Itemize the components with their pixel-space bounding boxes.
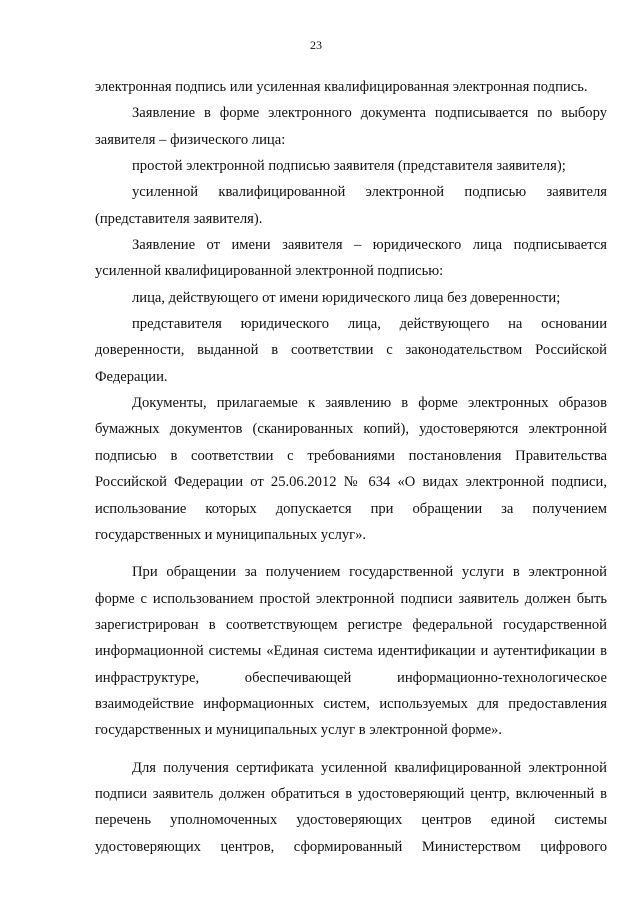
paragraph: Заявление от имени заявителя – юридического лица подписывается усиленной квалифицированной электронной подписью: <box>95 237 607 280</box>
paragraph: лица, действующего от имени юридического лица без доверенности; <box>132 289 561 306</box>
paragraph: Заявление в форме электронного документа подписывается по выбору заявителя – физического лица: <box>95 105 607 148</box>
paragraph: Документы, прилагаемые к заявлению в форме электронных образов бумажных документов (сканированных копий), удостоверяются электронной подписью в соответствии с требованиями постановления Правительства Российской Федерации от 25.06.2012 № 634 «О видах электронной подписи, использование которых допускается при обращении за получением государственных и муниципальных услуг». <box>95 395 607 543</box>
paragraph: электронная подпись или усиленная квалифицированная электронная подпись. <box>95 79 588 95</box>
paragraph: При обращении за получением государственной услуги в электронной форме с использованием простой электронной подписи заявитель должен быть зарегистрирован в соответствующем регистре федеральной государственной информационной системы «Единая система идентификации и аутентификации в инфраструктуре, обеспечивающей информационно-технологическое взаимодействие информационных систем, используемых для предоставления государственных и муниципальных услуг в электронной форме». <box>95 564 607 739</box>
paragraph: простой электронной подписью заявителя (представителя заявителя); <box>132 158 566 175</box>
page-number: 23 <box>310 38 322 52</box>
paragraph: усиленной квалифицированной электронной подписью заявителя (представителя заявителя). <box>95 184 607 227</box>
paragraph: Для получения сертификата усиленной квалифицированной электронной подписи заявитель должен обратиться в удостоверяющий центр, включенный в перечень уполномоченных удостоверяющих центров единой системы удостоверяющих центров, сформированный Министерством цифрового <box>95 759 607 855</box>
paragraph: представителя юридического лица, действующего на основании доверенности, выданной в соответствии с законодательством Российской Федерации. <box>95 316 607 385</box>
document-body <box>95 74 607 860</box>
